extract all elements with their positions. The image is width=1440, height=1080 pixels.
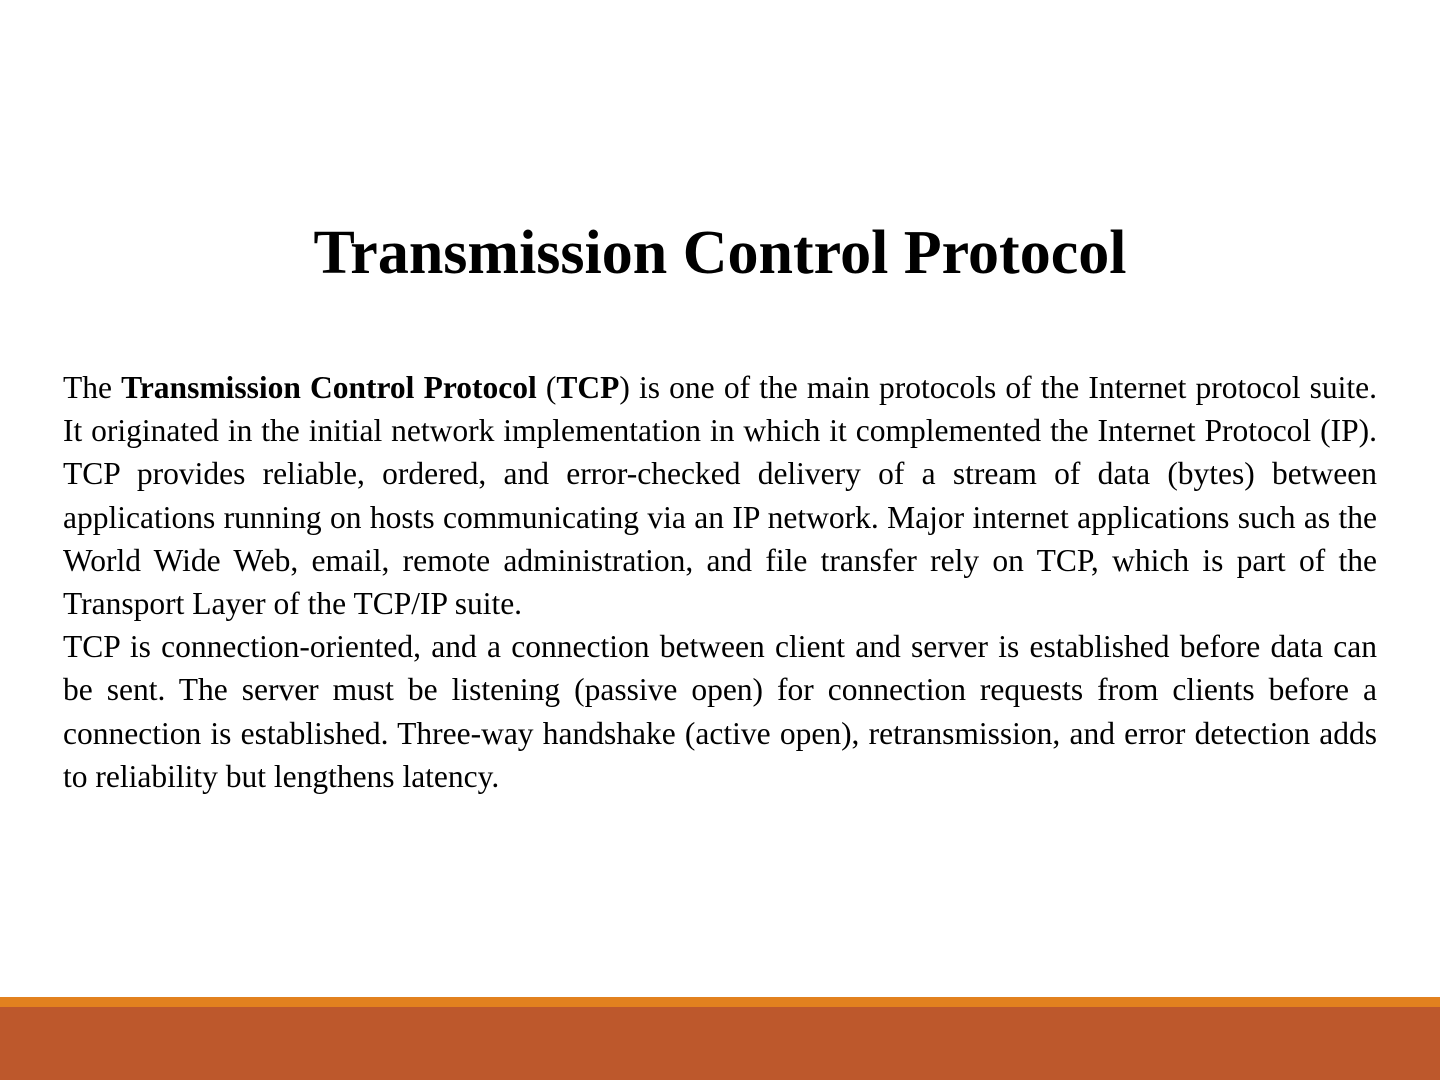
footer-band — [0, 1007, 1440, 1080]
slide-body — [63, 366, 1377, 798]
paragraph-1-lead: The — [63, 370, 122, 405]
term-tcp-abbreviation: TCP — [556, 370, 620, 405]
term-transmission-control-protocol: Transmission Control Protocol — [121, 370, 537, 405]
paragraph-tcp-definition — [63, 366, 1377, 625]
paragraph-1-rest: ) is one of the main protocols of the Internet protocol suite. It originated in the initial network implementation in which it complemented the Internet Protocol (IP). TCP provides reliable, ordered, and error-checked delivery of a stream of data (bytes) between applications running on hosts communicating via an IP network. Major internet applications such as the World Wide Web, email, remote administration, and file transfer rely on TCP, which is part of the Transport Layer of the TCP/IP suite. — [63, 370, 1378, 622]
slide-title: Transmission Control Protocol — [313, 219, 1127, 287]
paragraph-1-open-paren: ( — [536, 370, 557, 405]
paragraph-connection-oriented: TCP is connection-oriented, and a connection between client and server is established before data can be sent. The server must be listening (passive open) for connection requests from clients before a connection is established. Three-way handshake (active open), retransmission, and error detection adds to reliability but lengthens latency. — [63, 629, 1377, 794]
footer-accent-stripe — [0, 997, 1440, 1007]
